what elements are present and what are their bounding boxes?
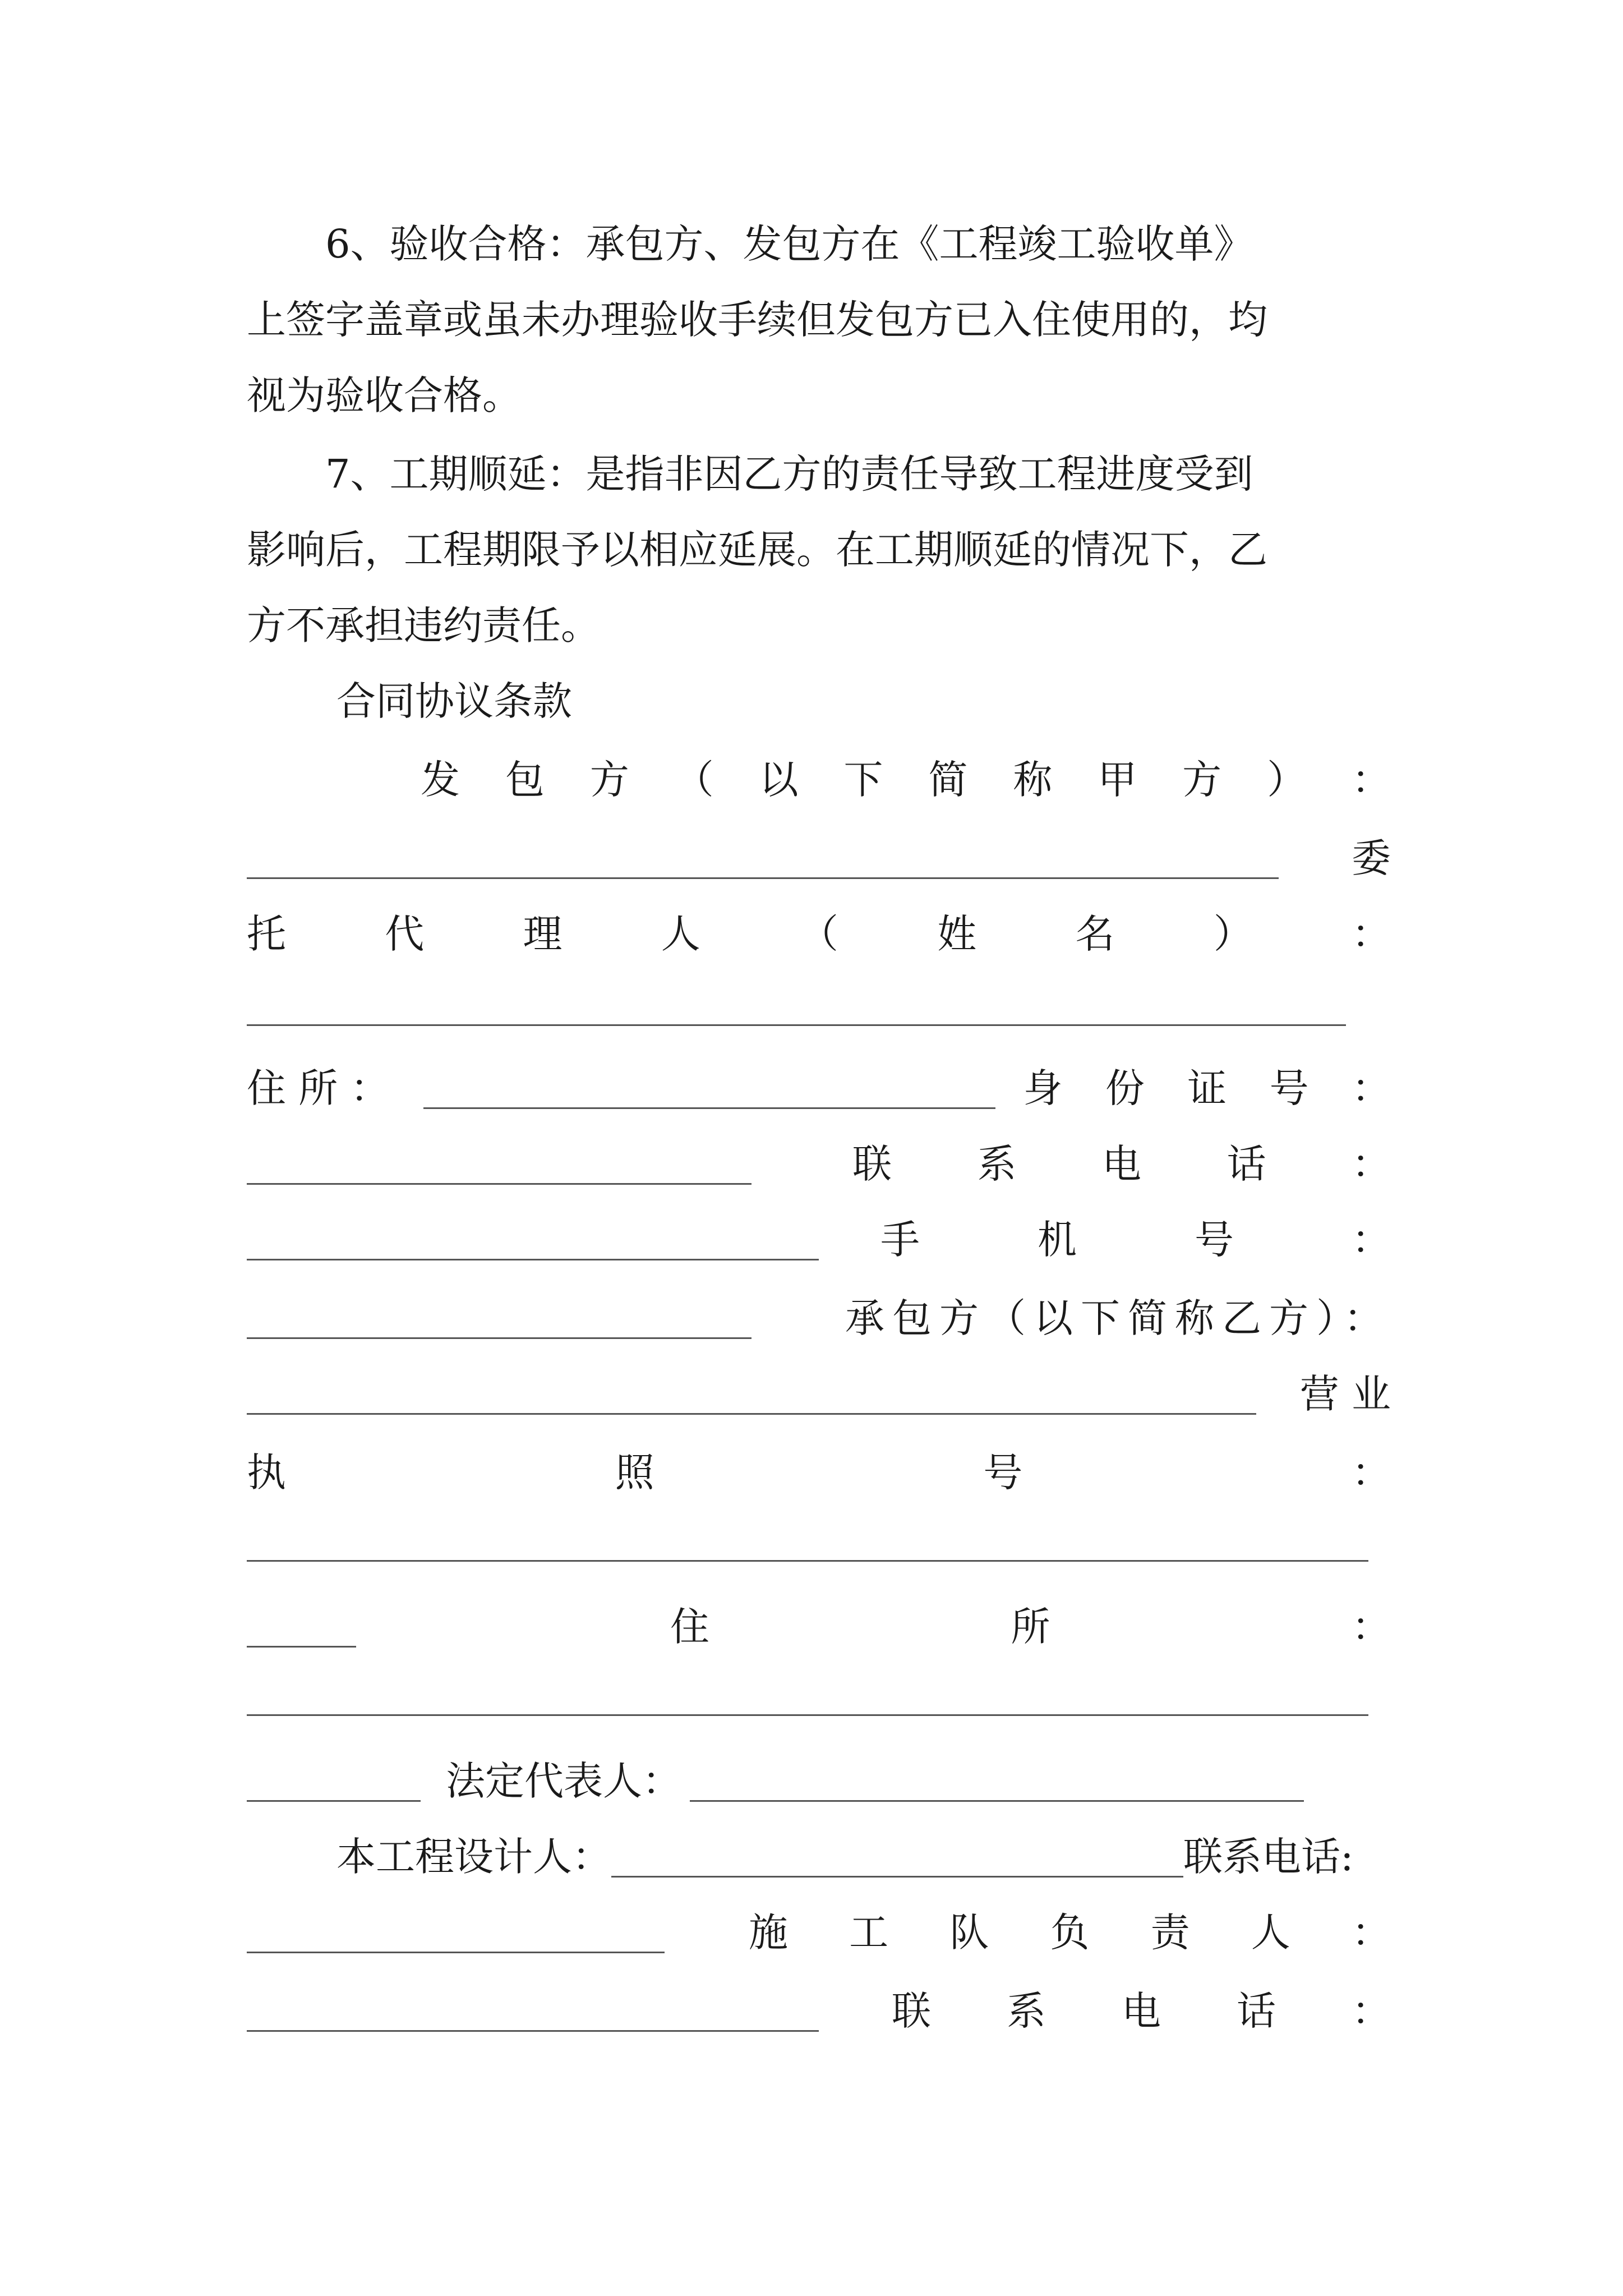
address-row [247,1593,1391,1660]
phone-label: 联 系 电 话 ： [852,1141,1391,1187]
employer-label: 发 包 方 （ 以 下 简 称 甲 方 ） ： [421,757,1391,803]
residence-row: 住 所 ： 身 份 证 号 ： [247,1055,1391,1122]
team-leader-blank[interactable] [247,1991,819,2032]
designer-phone-label: 联系电话: [1183,1834,1354,1880]
employer-name-row: 委 [247,825,1391,892]
team-leader-row [247,1899,1391,1966]
designer-label: 本工程设计人： [336,1834,611,1880]
item7-line2: 影响后，工程期限予以相应延展。在工期顺延的情况下，乙 [247,527,1267,573]
team-phone-label: 联 系 电 话 ： [892,1988,1391,2034]
address-label: 住 所 ： [670,1604,1391,1650]
mobile-label: 手 机 号 ： [880,1217,1391,1263]
item6-line3: 视为验收合格。 [247,372,522,418]
item7-line1: 7、工期顺延：是指非因乙方的责任导致工程进度受到 [325,451,1253,497]
address-blank-cont[interactable] [247,1761,421,1802]
agent-name-row [247,979,1391,1046]
employer-name-blank[interactable] [247,838,1279,879]
id-number-blank[interactable] [247,1144,751,1185]
license-number-row [247,1515,1391,1582]
address-blank-row [247,1669,1391,1736]
agent-name-blank[interactable] [247,985,1346,1026]
designer-blank[interactable] [611,1837,1183,1878]
team-phone-row [247,1977,1391,2045]
designer-row [247,1823,1391,1890]
id-number-label: 身 份 证 号 ： [1023,1065,1391,1111]
contractor-name-row: 营 业 [247,1360,1391,1428]
agent-label: 托 代 理 人 （ 姓 名 ） ： [247,911,1391,957]
item6-line2: 上签字盖章或虽未办理验收手续但发包方已入住使用的，均 [247,297,1267,343]
contractor-row [247,1285,1391,1352]
item6-line1: 6、验收合格：承包方、发包方在《工程竣工验收单》 [325,221,1253,267]
residence-blank[interactable] [423,1068,995,1109]
phone-row [247,1130,1391,1198]
phone-blank[interactable] [247,1220,819,1260]
address-blank[interactable] [247,1675,1368,1716]
section-title: 合同协议条款 [336,678,572,724]
license-label: 执 照 号 ： [247,1450,1391,1496]
license-number-blank[interactable] [247,1521,1368,1562]
designer-phone-blank[interactable] [247,1912,665,1953]
legal-rep-label: 法定代表人： [446,1758,681,1804]
contractor-name-blank[interactable] [247,1374,1256,1415]
item7-line3: 方不承担违约责任。 [247,602,600,648]
mobile-blank[interactable] [247,1298,751,1339]
contractor-label: 承包方（以下简称乙方）： [845,1295,1391,1341]
legal-rep-blank[interactable] [690,1761,1304,1802]
license-number-blank-cont[interactable] [247,1607,356,1648]
team-leader-label: 施 工 队 负 责 人 ： [749,1910,1391,1955]
legal-rep-row [247,1747,1391,1815]
mobile-row [247,1206,1391,1273]
